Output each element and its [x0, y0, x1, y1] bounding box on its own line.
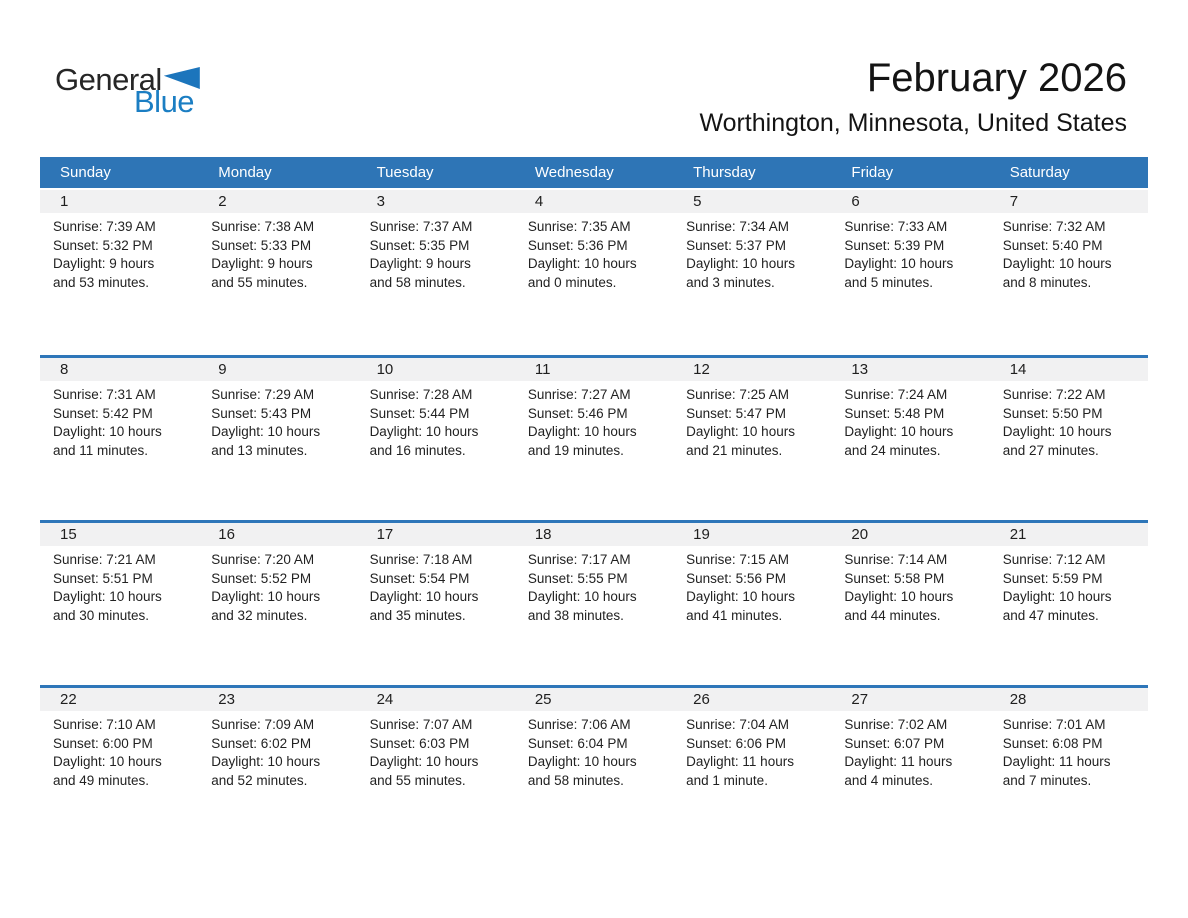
daylight-text-line2: and 4 minutes.	[844, 772, 933, 788]
sunrise-text: Sunrise: 7:24 AM	[844, 387, 948, 402]
day-cell-1	[40, 190, 198, 355]
day-cell-19	[673, 523, 831, 685]
week-row	[40, 520, 1148, 685]
sunset-text: Sunset: 6:00 PM	[53, 735, 153, 751]
daylight-text-line1: Daylight: 10 hours	[844, 256, 954, 272]
sunrise-text: Sunrise: 7:34 AM	[686, 219, 789, 234]
daylight-text-line2: and 58 minutes.	[369, 274, 466, 290]
day-number: 13	[831, 358, 989, 381]
day-number: 9	[198, 358, 356, 381]
sunset-text: Sunset: 5:58 PM	[844, 570, 945, 586]
sunset-text: Sunset: 5:51 PM	[53, 570, 153, 586]
daylight-text-line2: and 16 minutes.	[369, 442, 466, 458]
daylight-text-line2: and 55 minutes.	[369, 772, 466, 788]
daylight-text-line2: and 47 minutes.	[1002, 607, 1099, 623]
sunset-text: Sunset: 5:52 PM	[211, 570, 312, 586]
sunrise-text: Sunrise: 7:37 AM	[369, 219, 473, 234]
day-cell-12	[673, 358, 831, 520]
daylight-text-line2: and 19 minutes.	[527, 442, 624, 458]
day-info	[357, 711, 515, 790]
day-number: 14	[990, 358, 1148, 381]
weekday-label-friday: Friday	[851, 164, 894, 181]
sunrise-text: Sunrise: 7:09 AM	[211, 717, 315, 732]
daylight-text-line2: and 21 minutes.	[686, 442, 783, 458]
daylight-text-line2: and 13 minutes.	[211, 442, 308, 458]
sunrise-text: Sunrise: 7:10 AM	[53, 717, 156, 732]
day-cell-22	[40, 688, 198, 850]
day-number: 1	[40, 190, 198, 213]
daylight-text-line1: Daylight: 11 hours	[1002, 754, 1111, 770]
location-subtitle: Worthington, Minnesota, United States	[699, 109, 1127, 137]
weekday-label-saturday: Saturday	[1009, 164, 1070, 181]
sunrise-text: Sunrise: 7:01 AM	[1002, 717, 1106, 732]
daylight-text-line1: Daylight: 10 hours	[527, 256, 637, 272]
logo-general-text: General	[55, 62, 162, 97]
day-number: 12	[673, 358, 831, 381]
general-blue-logo	[55, 64, 200, 117]
day-cell-14	[990, 358, 1148, 520]
daylight-text-line2: and 3 minutes.	[686, 274, 775, 290]
sunset-text: Sunset: 6:07 PM	[844, 735, 945, 751]
sunset-text: Sunset: 5:46 PM	[527, 405, 628, 421]
sunset-text: Sunset: 5:50 PM	[1002, 405, 1103, 421]
sunset-text: Sunset: 5:33 PM	[211, 237, 312, 253]
sunrise-text: Sunrise: 7:22 AM	[1002, 387, 1106, 402]
day-cell-23	[198, 688, 356, 850]
sunrise-text: Sunrise: 7:31 AM	[53, 387, 156, 402]
daylight-text-line2: and 5 minutes.	[844, 274, 933, 290]
daylight-text-line1: Daylight: 10 hours	[844, 589, 954, 605]
calendar-table	[40, 157, 1148, 850]
day-cell-6	[831, 190, 989, 355]
sunrise-text: Sunrise: 7:29 AM	[211, 387, 315, 402]
sunset-text: Sunset: 5:37 PM	[686, 237, 786, 253]
sunset-text: Sunset: 6:03 PM	[369, 735, 470, 751]
daylight-text-line1: Daylight: 9 hours	[369, 256, 471, 272]
day-cell-15	[40, 523, 198, 685]
day-info	[515, 213, 673, 292]
daylight-text-line1: Daylight: 10 hours	[369, 754, 479, 770]
day-info	[357, 546, 515, 625]
sunrise-text: Sunrise: 7:21 AM	[53, 552, 156, 567]
sunset-text: Sunset: 6:02 PM	[211, 735, 312, 751]
weeks-container	[40, 190, 1148, 850]
daylight-text-line1: Daylight: 10 hours	[53, 424, 162, 440]
day-cell-13	[831, 358, 989, 520]
day-info	[831, 213, 989, 292]
day-info	[40, 546, 198, 625]
sunrise-text: Sunrise: 7:28 AM	[369, 387, 473, 402]
daylight-text-line2: and 53 minutes.	[53, 274, 150, 290]
day-info	[673, 213, 831, 292]
daylight-text-line1: Daylight: 10 hours	[211, 589, 321, 605]
daylight-text-line2: and 49 minutes.	[53, 772, 150, 788]
sunset-text: Sunset: 5:42 PM	[53, 405, 153, 421]
day-number: 28	[990, 688, 1148, 711]
daylight-text-line2: and 8 minutes.	[1002, 274, 1092, 290]
title-block	[699, 55, 1127, 138]
day-number: 4	[515, 190, 673, 213]
daylight-text-line2: and 11 minutes.	[53, 442, 149, 458]
sunset-text: Sunset: 5:43 PM	[211, 405, 312, 421]
day-cell-16	[198, 523, 356, 685]
day-number: 15	[40, 523, 198, 546]
day-info	[673, 546, 831, 625]
day-cell-10	[357, 358, 515, 520]
day-cell-20	[831, 523, 989, 685]
week-row	[40, 190, 1148, 355]
daylight-text-line2: and 55 minutes.	[211, 274, 308, 290]
weekday-label-sunday: Sunday	[60, 164, 111, 181]
day-info	[198, 381, 356, 460]
day-info	[198, 213, 356, 292]
sunrise-text: Sunrise: 7:14 AM	[844, 552, 948, 567]
sunrise-text: Sunrise: 7:15 AM	[686, 552, 789, 567]
daylight-text-line1: Daylight: 10 hours	[1002, 424, 1112, 440]
day-cell-2	[198, 190, 356, 355]
day-cell-3	[357, 190, 515, 355]
day-info	[990, 381, 1148, 460]
week-row	[40, 355, 1148, 520]
daylight-text-line1: Daylight: 10 hours	[686, 589, 795, 605]
daylight-text-line2: and 52 minutes.	[211, 772, 308, 788]
weekday-header-row	[40, 157, 1148, 188]
day-number: 8	[40, 358, 198, 381]
daylight-text-line1: Daylight: 10 hours	[53, 589, 162, 605]
day-number: 20	[831, 523, 989, 546]
daylight-text-line1: Daylight: 10 hours	[527, 754, 637, 770]
daylight-text-line1: Daylight: 10 hours	[211, 754, 321, 770]
day-number: 2	[198, 190, 356, 213]
sunset-text: Sunset: 5:39 PM	[844, 237, 945, 253]
daylight-text-line1: Daylight: 10 hours	[527, 424, 637, 440]
sunset-text: Sunset: 5:36 PM	[527, 237, 628, 253]
day-info	[515, 546, 673, 625]
sunset-text: Sunset: 5:40 PM	[1002, 237, 1103, 253]
sunrise-text: Sunrise: 7:20 AM	[211, 552, 315, 567]
month-title: February 2026	[866, 56, 1127, 100]
daylight-text-line1: Daylight: 10 hours	[369, 424, 479, 440]
day-info	[198, 711, 356, 790]
daylight-text-line1: Daylight: 10 hours	[1002, 589, 1112, 605]
day-info	[673, 711, 831, 790]
sunset-text: Sunset: 6:08 PM	[1002, 735, 1103, 751]
page-header	[0, 0, 1188, 157]
daylight-text-line1: Daylight: 11 hours	[844, 754, 953, 770]
sunrise-text: Sunrise: 7:18 AM	[369, 552, 473, 567]
daylight-text-line1: Daylight: 10 hours	[686, 424, 795, 440]
sunrise-text: Sunrise: 7:27 AM	[527, 387, 631, 402]
day-cell-8	[40, 358, 198, 520]
day-cell-17	[357, 523, 515, 685]
sunset-text: Sunset: 5:54 PM	[369, 570, 470, 586]
daylight-text-line2: and 35 minutes.	[369, 607, 466, 623]
daylight-text-line1: Daylight: 10 hours	[369, 589, 479, 605]
sunrise-text: Sunrise: 7:25 AM	[686, 387, 789, 402]
day-info	[990, 546, 1148, 625]
day-number: 24	[357, 688, 515, 711]
weekday-label-tuesday: Tuesday	[376, 164, 434, 181]
day-cell-25	[515, 688, 673, 850]
day-info	[40, 381, 198, 460]
sunrise-text: Sunrise: 7:38 AM	[211, 219, 315, 234]
sunrise-text: Sunrise: 7:12 AM	[1002, 552, 1106, 567]
sunset-text: Sunset: 5:48 PM	[844, 405, 945, 421]
day-number: 26	[673, 688, 831, 711]
weekday-label-thursday: Thursday	[693, 164, 756, 181]
daylight-text-line1: Daylight: 10 hours	[527, 589, 637, 605]
daylight-text-line1: Daylight: 10 hours	[1002, 256, 1112, 272]
daylight-text-line2: and 24 minutes.	[844, 442, 941, 458]
day-info	[831, 711, 989, 790]
day-info	[357, 381, 515, 460]
sunrise-text: Sunrise: 7:06 AM	[527, 717, 631, 732]
day-number: 6	[831, 190, 989, 213]
daylight-text-line2: and 1 minute.	[686, 772, 768, 788]
day-info	[515, 711, 673, 790]
daylight-text-line2: and 44 minutes.	[844, 607, 941, 623]
day-cell-7	[990, 190, 1148, 355]
sunset-text: Sunset: 6:04 PM	[527, 735, 628, 751]
sunrise-text: Sunrise: 7:33 AM	[844, 219, 948, 234]
sunset-text: Sunset: 5:55 PM	[527, 570, 628, 586]
day-number: 7	[990, 190, 1148, 213]
day-info	[198, 546, 356, 625]
sunrise-text: Sunrise: 7:04 AM	[686, 717, 789, 732]
daylight-text-line2: and 7 minutes.	[1002, 772, 1092, 788]
daylight-text-line2: and 38 minutes.	[527, 607, 624, 623]
day-cell-28	[990, 688, 1148, 850]
day-number: 11	[515, 358, 673, 381]
sunset-text: Sunset: 5:35 PM	[369, 237, 470, 253]
day-number: 19	[673, 523, 831, 546]
sunset-text: Sunset: 5:59 PM	[1002, 570, 1103, 586]
daylight-text-line1: Daylight: 9 hours	[53, 256, 155, 272]
day-cell-18	[515, 523, 673, 685]
day-cell-9	[198, 358, 356, 520]
day-info	[515, 381, 673, 460]
day-cell-11	[515, 358, 673, 520]
daylight-text-line2: and 30 minutes.	[53, 607, 150, 623]
day-info	[40, 711, 198, 790]
day-cell-5	[673, 190, 831, 355]
day-number: 16	[198, 523, 356, 546]
day-cell-4	[515, 190, 673, 355]
daylight-text-line2: and 27 minutes.	[1002, 442, 1099, 458]
sunset-text: Sunset: 5:44 PM	[369, 405, 470, 421]
day-number: 18	[515, 523, 673, 546]
daylight-text-line2: and 41 minutes.	[686, 607, 783, 623]
daylight-text-line1: Daylight: 10 hours	[844, 424, 954, 440]
sunset-text: Sunset: 6:06 PM	[686, 735, 786, 751]
day-number: 27	[831, 688, 989, 711]
weekday-label-monday: Monday	[218, 164, 272, 181]
day-cell-27	[831, 688, 989, 850]
sunrise-text: Sunrise: 7:02 AM	[844, 717, 948, 732]
day-cell-21	[990, 523, 1148, 685]
sunset-text: Sunset: 5:56 PM	[686, 570, 786, 586]
day-info	[831, 546, 989, 625]
daylight-text-line1: Daylight: 9 hours	[211, 256, 313, 272]
sunrise-text: Sunrise: 7:35 AM	[527, 219, 631, 234]
daylight-text-line1: Daylight: 10 hours	[686, 256, 795, 272]
week-row	[40, 685, 1148, 850]
day-cell-26	[673, 688, 831, 850]
day-info	[673, 381, 831, 460]
daylight-text-line2: and 58 minutes.	[527, 772, 624, 788]
daylight-text-line1: Daylight: 10 hours	[53, 754, 162, 770]
daylight-text-line2: and 0 minutes.	[527, 274, 617, 290]
day-info	[990, 213, 1148, 292]
day-number: 5	[673, 190, 831, 213]
day-number: 10	[357, 358, 515, 381]
sunrise-text: Sunrise: 7:39 AM	[53, 219, 156, 234]
sunrise-text: Sunrise: 7:17 AM	[527, 552, 631, 567]
day-number: 23	[198, 688, 356, 711]
day-info	[990, 711, 1148, 790]
sunrise-text: Sunrise: 7:32 AM	[1002, 219, 1106, 234]
sunset-text: Sunset: 5:32 PM	[53, 237, 153, 253]
daylight-text-line1: Daylight: 11 hours	[686, 754, 794, 770]
day-number: 22	[40, 688, 198, 711]
weekday-label-wednesday: Wednesday	[534, 164, 614, 181]
logo-blue-text: Blue	[134, 84, 195, 119]
sunrise-text: Sunrise: 7:07 AM	[369, 717, 473, 732]
day-info	[40, 213, 198, 292]
daylight-text-line2: and 32 minutes.	[211, 607, 308, 623]
day-info	[831, 381, 989, 460]
sunset-text: Sunset: 5:47 PM	[686, 405, 786, 421]
day-number: 21	[990, 523, 1148, 546]
day-number: 25	[515, 688, 673, 711]
day-number: 17	[357, 523, 515, 546]
daylight-text-line1: Daylight: 10 hours	[211, 424, 321, 440]
day-number: 3	[357, 190, 515, 213]
day-cell-24	[357, 688, 515, 850]
day-info	[357, 213, 515, 292]
